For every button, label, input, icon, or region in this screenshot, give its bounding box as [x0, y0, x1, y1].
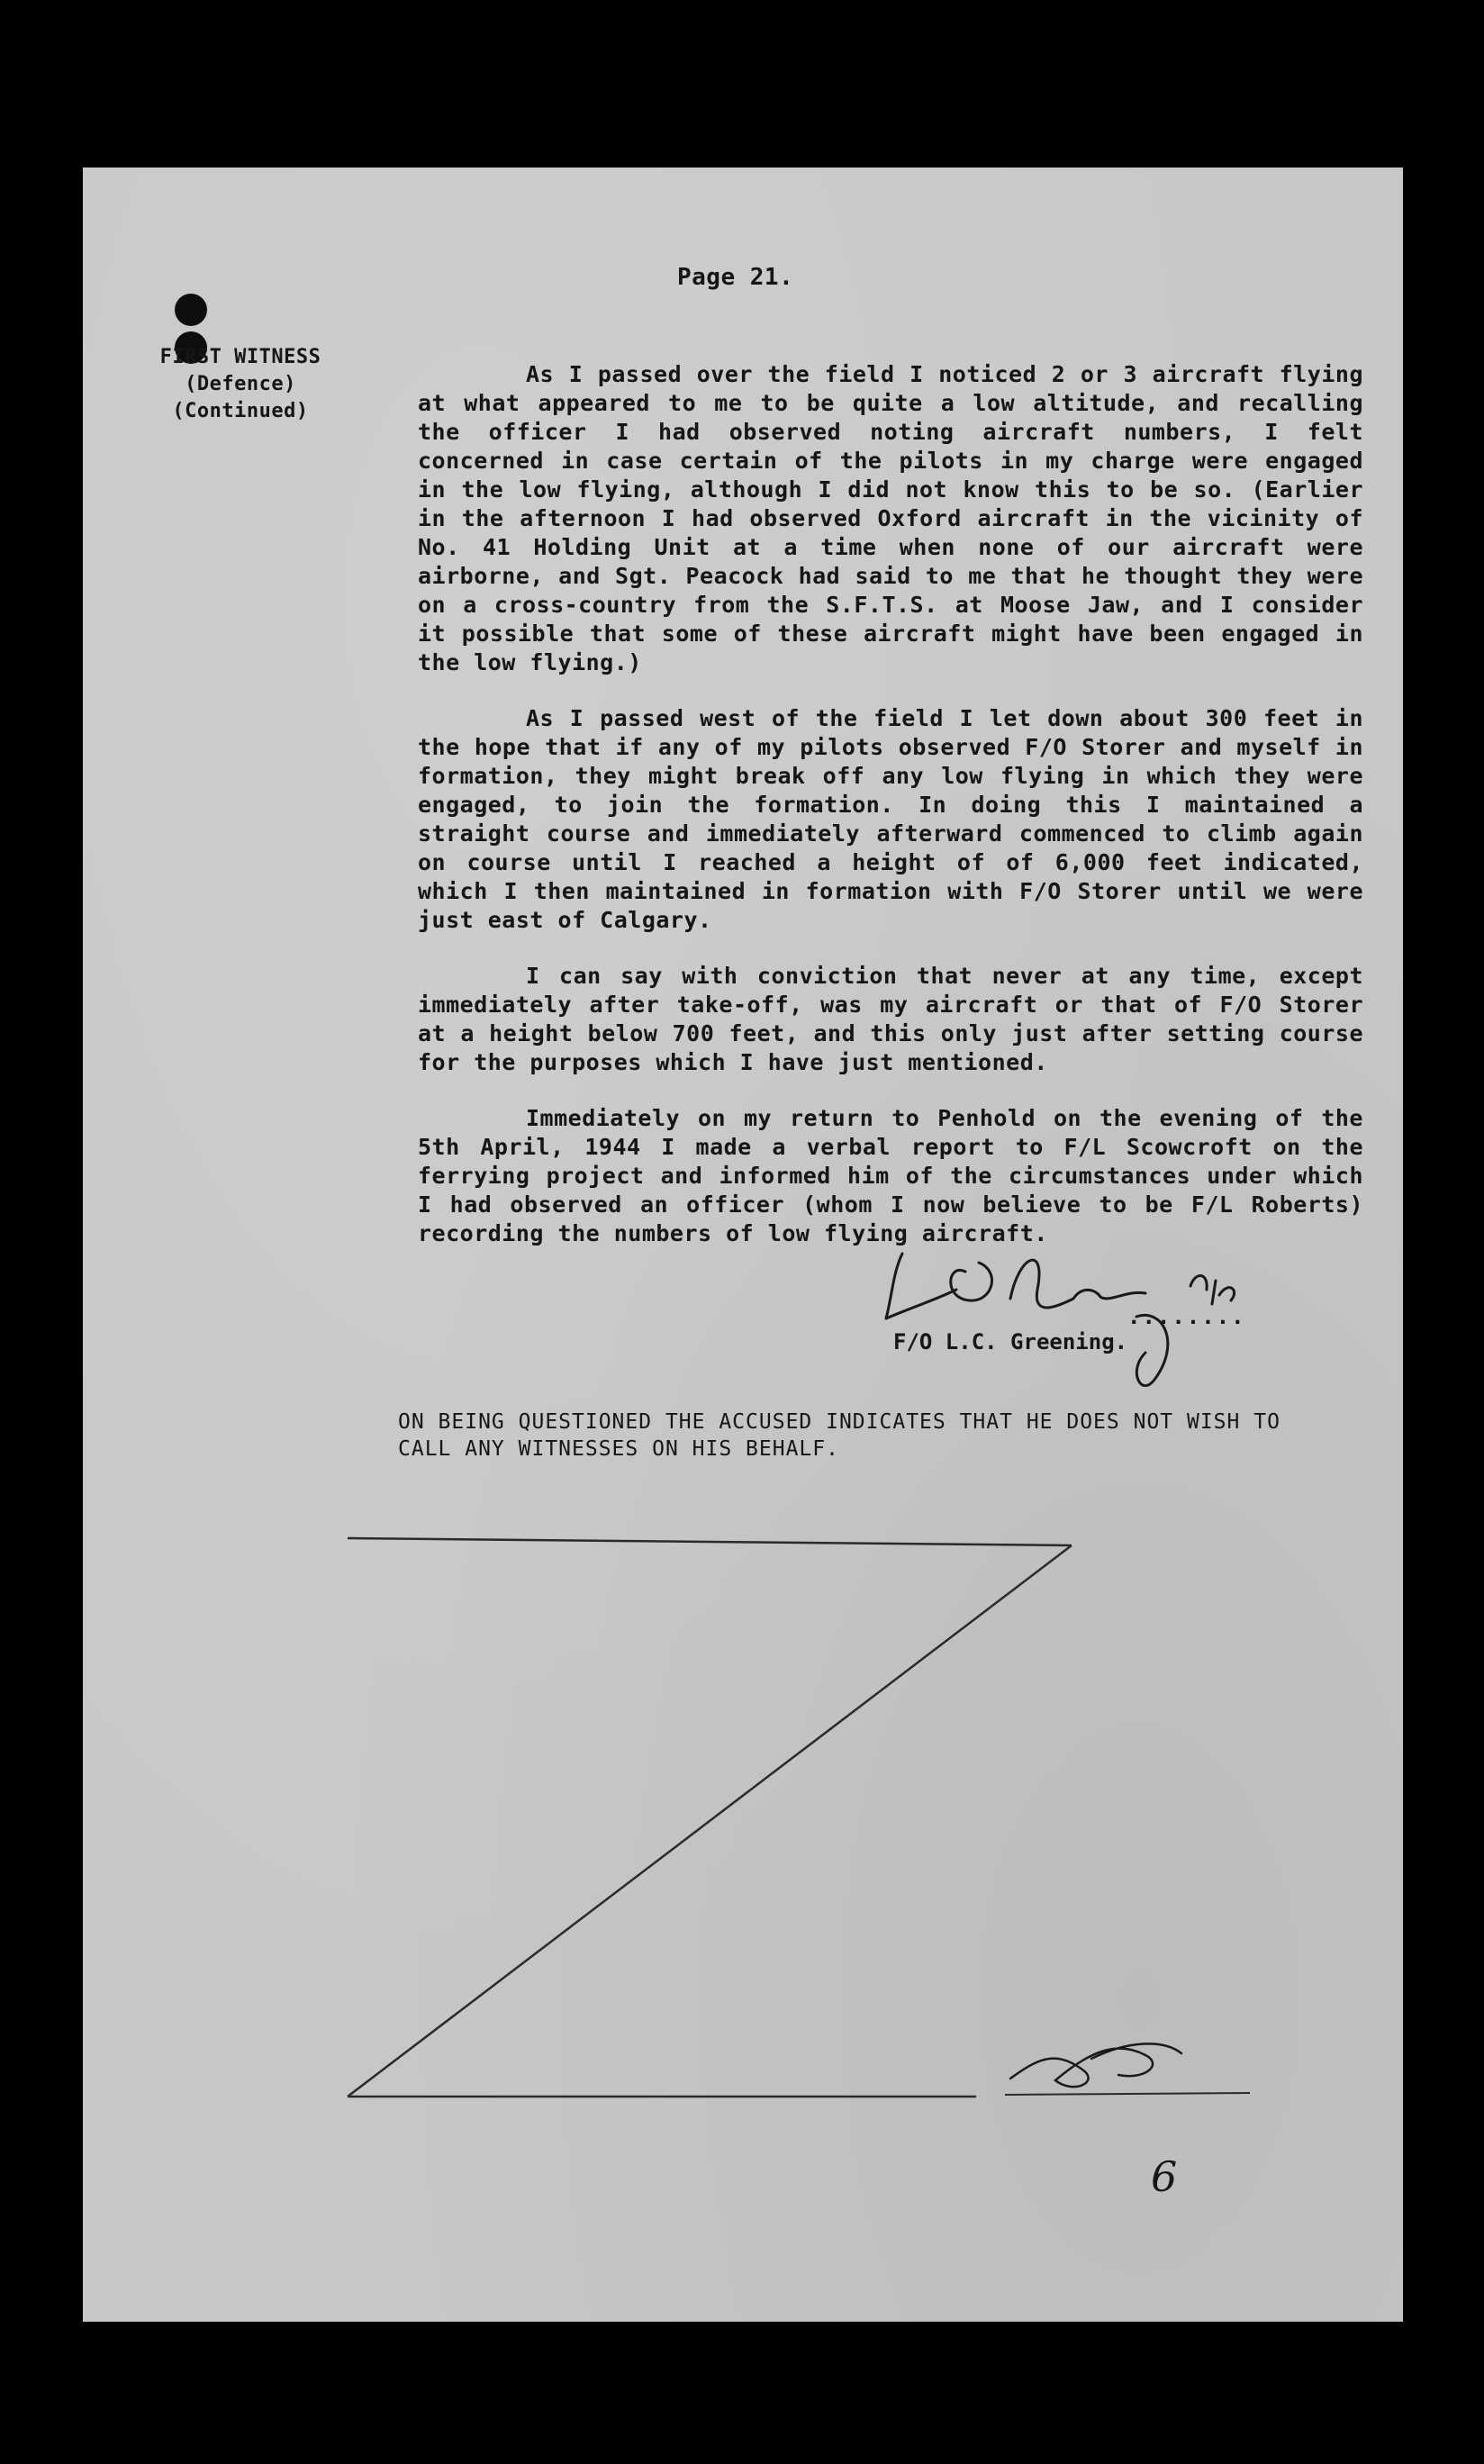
- testimony-paragraph: As I passed west of the field I let down about 300 feet in the hope that if any of my pilots observed F/O Storer and myself in formation, they might break off any low flying in which they were engaged, to join the formation. In doing this I maintained a straight course and immediately afterward commenced to climb again on course until I reached a height of of 6,000 feet indicated, which I then maintained in formation with F/O Storer until we were just east of Calgary.: [418, 705, 1363, 933]
- testimony-paragraph: As I passed over the field I noticed 2 or 3 aircraft flying at what appeared to me to be quite a low altitude, and recalling the officer I had observed noting aircraft numbers, I felt concerned in case certain of the pilots in my charge were engaged in the low flying, although I did not know this to be so. (Earlier in the afternoon I had observed Oxford aircraft in the vicinity of No. 41 Holding Unit at a time when none of our aircraft were airborne, and Sgt. Peacock had said to me that he thought they were on a cross-country from the S.F.T.S. at Moose Jaw, and I consider it possible that some of these aircraft might have been engaged in the low flying.): [418, 361, 1363, 675]
- signature-dots: ........: [1127, 1304, 1246, 1329]
- signature-name: F/O L.C. Greening.: [893, 1329, 1128, 1354]
- testimony-paragraph: I can say with conviction that never at any time, except immediately after take-off, was my aircraft or that of F/O Storer at a height below 700 feet, and this only just after setting course for the purposes which I have just mentioned.: [418, 963, 1363, 1075]
- closing-statement: ON BEING QUESTIONED THE ACCUSED INDICATES THAT HE DOES NOT WISH TO CALL ANY WITNESSES ON HIS BEHALF.: [398, 1410, 1280, 1461]
- document-page: [83, 168, 1403, 2322]
- margin-note-line: (Continued): [172, 400, 309, 422]
- cancel-line-top: [348, 1538, 1072, 1545]
- page-number: Page 21.: [677, 264, 794, 291]
- initials-underline: [1005, 2093, 1250, 2095]
- page-mark-number: 6: [1151, 2152, 1178, 2201]
- cancel-line-diagonal: [348, 1545, 1072, 2097]
- testimony-paragraph: Immediately on my return to Penhold on the evening of the 5th April, 1944 I made a verbal report to F/L Scowcroft on the ferrying project and informed him of the circumstances under which I had observed an officer (whom I now believe to be F/L Roberts) recording the numbers of low flying aircraft.: [418, 1105, 1363, 1246]
- cancellation-marks: [83, 168, 1403, 2322]
- margin-note-line: FIRST WITNESS: [159, 346, 321, 368]
- margin-note-line: (Defence): [185, 373, 296, 395]
- initials-mark: [1010, 2043, 1181, 2087]
